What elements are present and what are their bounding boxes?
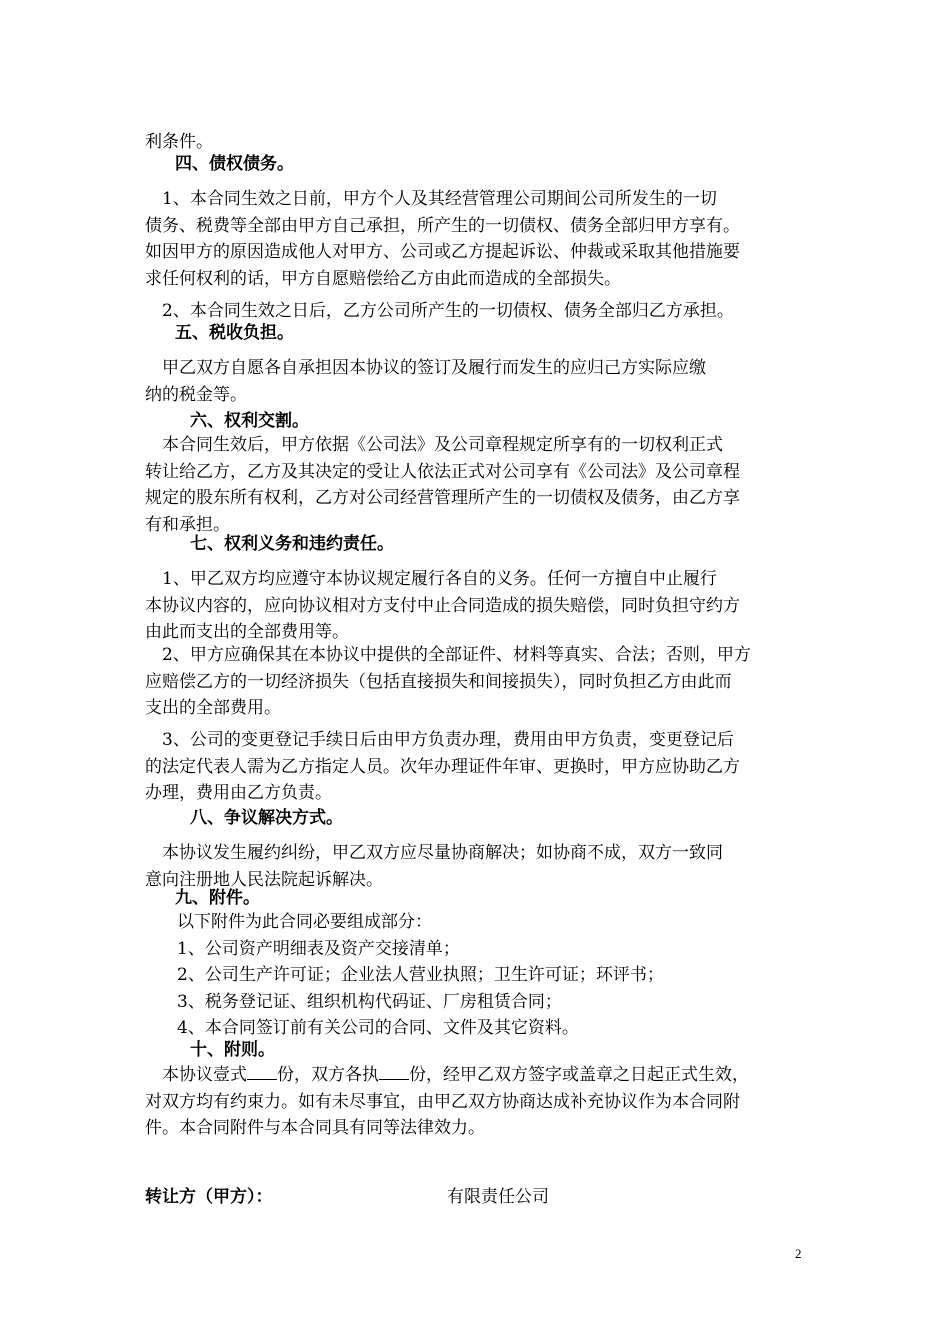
section-heading-9: 九、附件。 bbox=[175, 888, 260, 908]
section-7-clause-1: 1、甲乙双方均应遵守本协议规定履行各自的义务。任何一方擅自中止履行 本协议内容的，应向协议相对方支付中止合同造成的损失赔偿，同时负担守约方 由此而支出的全部费用等。 bbox=[145, 569, 740, 642]
section-heading-5: 五、税收负担。 bbox=[175, 323, 294, 343]
section-4-clause-2: 2、本合同生效之日后，乙方公司所产生的一切债权、债务全部归乙方承担。 bbox=[145, 301, 734, 321]
section-7-clause-3: 3、公司的变更登记手续日后由甲方负责办理，费用由甲方负责，变更登记后 的法定代表人需为乙方指定人员。次年办理证件年审、更换时，甲方应协助乙方 办理，费用由乙方负责。 bbox=[145, 730, 740, 803]
section-heading-7: 七、权利义务和违约责任。 bbox=[190, 534, 394, 554]
section-7-clause-2: 2、甲方应确保其在本协议中提供的全部证件、材料等真实、合法；否则，甲方 应赔偿乙方的一切经济损失（包括直接损失和间接损失），同时负担乙方由此而 支出的全部费用。 bbox=[145, 645, 751, 718]
signature-label: 转让方（甲方）： bbox=[145, 1187, 273, 1207]
section-heading-8: 八、争议解决方式。 bbox=[190, 808, 343, 828]
signature-company: 有限责任公司 bbox=[447, 1187, 549, 1207]
section-10-text: 本协议壹式 份，双方各执 份，经甲乙双方签字或盖章之日起正式生效， 对双方均有约束力。如有未尽事宜，由甲乙双方协商达成补充协议作为本合同附 件。本合同附件与本合同具有同等法律效力。 bbox=[145, 1062, 825, 1142]
section-heading-4: 四、债权债务。 bbox=[175, 154, 294, 174]
section-5-text: 甲乙双方自愿各自承担因本协议的签订及履行而发生的应归己方实际应缴 纳的税金等。 bbox=[145, 358, 706, 405]
copies-blank bbox=[247, 1063, 277, 1080]
section-4-clause-1: 1、本合同生效之日前，甲方个人及其经营管理公司期间公司所发生的一切 债务、税费等全部由甲方自己承担，所产生的一切债权、债务全部归甲方享有。 如因甲方的原因造成他人对甲方、公司或乙方提起诉讼、仲裁或采取其他措施要 求任何权利的话，甲方自愿赔偿给乙方由此而造成的全部损失。 bbox=[145, 189, 740, 289]
section-heading-6: 六、权利交割。 bbox=[190, 411, 309, 431]
section-8-text: 本协议发生履约纠纷，甲乙双方应尽量协商解决；如协商不成，双方一致同 意向注册地人民法院起诉解决。 bbox=[145, 843, 723, 890]
section-6-text: 本合同生效后，甲方依据《公司法》及公司章程规定所享有的一切权利正式 转让给乙方，乙方及其决定的受让人依法正式对公司享有《公司法》及公司章程 规定的股东所有权利，乙方对公司经营管理所产生的一切债权及债务，由乙方享 有和承担。 bbox=[145, 435, 740, 535]
copies-each-blank bbox=[379, 1063, 409, 1080]
page-number: 2 bbox=[795, 1246, 802, 1261]
section-9-attachments: 以下附件为此合同必要组成部分： 1、公司资产明细表及资产交接清单； 2、公司生产许可证；企业法人营业执照；卫生许可证；环评书； 3、税务登记证、组织机构代码证、厂房租赁合同； 4、本合同签订前有关公司的合同、文件及其它资料。 bbox=[160, 912, 664, 1038]
section-heading-10: 十、附则。 bbox=[190, 1040, 275, 1060]
section-10-first-line: 本协议壹式 份，双方各执 份，经甲乙双方签字或盖章之日起正式生效， bbox=[162, 1065, 749, 1085]
paragraph-continuation: 利条件。 bbox=[145, 132, 213, 152]
